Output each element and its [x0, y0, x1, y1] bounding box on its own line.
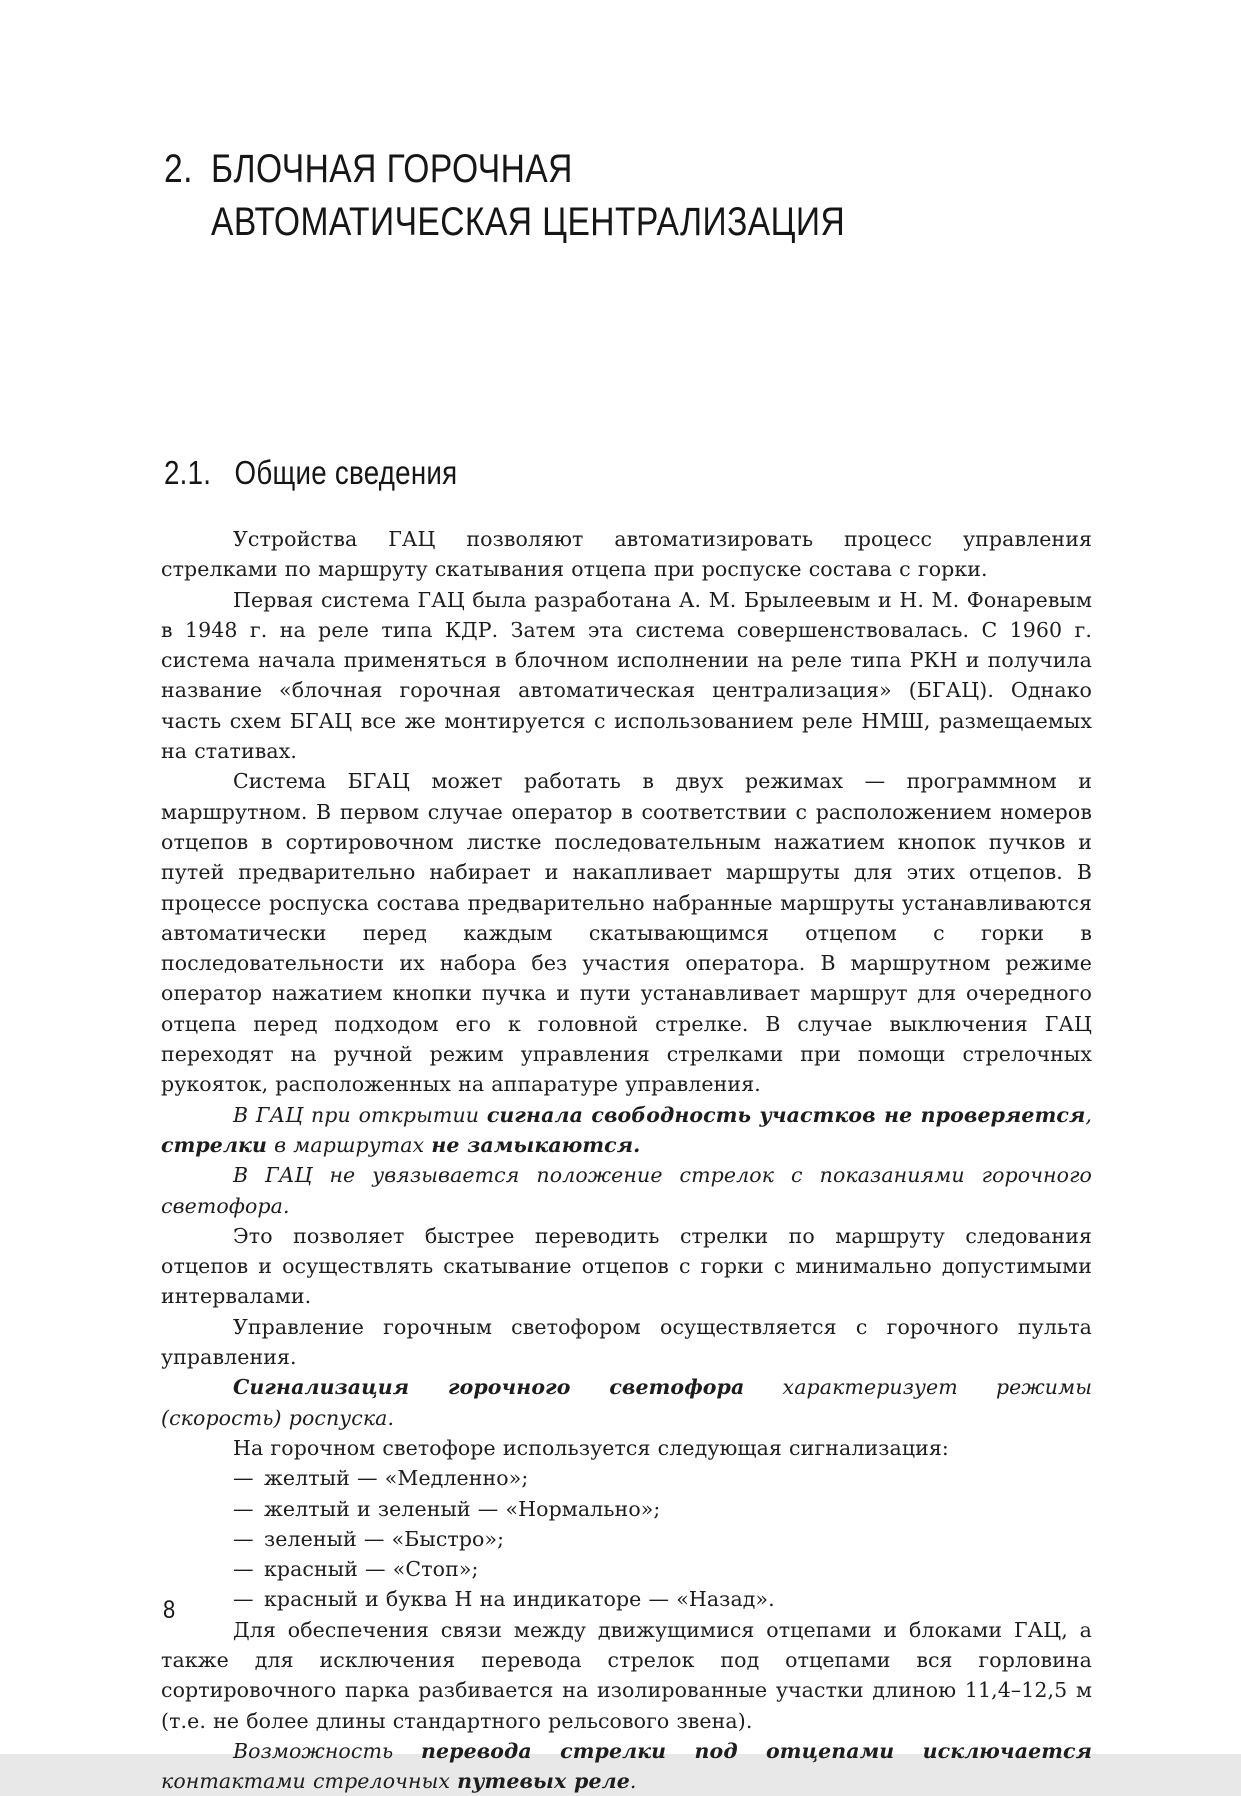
text-run: Устройства ГАЦ позволяют автоматизировать процесс управления стрелками по маршруту скатывания отцепа при роспуске состава с горки.: [161, 527, 1092, 582]
chapter-number: 2.: [164, 147, 193, 191]
section-number: 2.1.: [164, 454, 212, 491]
paragraph: [161, 1372, 1092, 1433]
section-title: Общие сведения: [234, 454, 458, 491]
text-run: путевых реле: [457, 1769, 630, 1794]
list-item: [161, 1463, 1092, 1493]
text-run: Это позволяет быстрее переводить стрелки по маршруту следования отцепов и осуществлять скатывание отцепов с горки с минимально допустимыми интервалами.: [161, 1223, 1092, 1309]
text-run: стрелки: [161, 1132, 268, 1157]
paragraph: [161, 1100, 1092, 1161]
text-run: На горочном светофоре используется следующая сигнализация:: [233, 1435, 949, 1460]
text-run: В ГАЦ не увязывается положение стрелок с показаниями горочного светофора.: [161, 1163, 1092, 1218]
chapter-title-line2: АВТОМАТИЧЕСКАЯ ЦЕНТРАЛИЗАЦИЯ: [211, 200, 846, 244]
text-run: Сигнализация горочного светофора: [233, 1375, 745, 1400]
paragraph: [161, 1160, 1092, 1221]
text-run: Возможность: [233, 1738, 421, 1763]
text-run: .: [629, 1769, 637, 1794]
text-run: ,: [1085, 1102, 1092, 1127]
chapter-heading: [164, 143, 975, 249]
text-run: перевода стрелки под отцепами исключается: [421, 1738, 1093, 1763]
paragraph: [161, 524, 1092, 585]
text-run: в маршрутах: [267, 1132, 432, 1157]
list-item: [161, 1494, 1092, 1524]
list-item: [161, 1524, 1092, 1554]
paragraph: [161, 1736, 1092, 1796]
paragraph: [161, 766, 1092, 1099]
text-run: — красный и буква Н на индикаторе — «Назад».: [233, 1587, 775, 1612]
text-run: сигнала свободность участков не проверяется: [486, 1102, 1086, 1127]
text-run: не замыкаются.: [431, 1132, 641, 1157]
text-run: контактами стрелочных: [161, 1769, 458, 1794]
text-run: Управление горочным светофором осуществляется с горочного пульта управления.: [161, 1314, 1092, 1370]
text-run: — красный — «Стоп»;: [233, 1557, 479, 1582]
text-run: — зеленый — «Быстро»;: [233, 1526, 505, 1551]
paragraph: [161, 1615, 1092, 1736]
chapter-title: [211, 143, 845, 249]
list-item: [161, 1584, 1092, 1614]
body-text: [161, 524, 1092, 1796]
section-heading: [164, 450, 513, 496]
paragraph: [161, 585, 1092, 767]
text-run: — желтый и зеленый — «Нормально»;: [233, 1496, 661, 1521]
chapter-title-line1: БЛОЧНАЯ ГОРОЧНАЯ: [211, 147, 573, 191]
text-run: Система БГАЦ может работать в двух режимах — программном и маршрутном. В первом случае оператор в соответствии с расположением номеров отцепов в сортировочном листке последовательным нажатием кнопок пучков и путей предварительно набирает и накапливает маршруты для этих отцепов. В процессе роспуска состава предварительно набранные маршруты устанавливаются автоматически перед каждым скатывающимся отцепом с горки в последовательности их набора без участия оператора. В маршрутном режиме оператор нажатием кнопки пучка и пути устанавливает маршрут для очередного отцепа перед подходом его к головной стрелке. В случае выключения ГАЦ переходят на ручной режим управления стрелками при помощи стрелочных рукояток, расположенных на аппаратуре управления.: [161, 769, 1092, 1097]
page-number: 8: [163, 1596, 176, 1624]
text-run: — желтый — «Медленно»;: [233, 1466, 529, 1491]
text-run: В ГАЦ при открытии: [233, 1102, 487, 1127]
list-item: [161, 1554, 1092, 1584]
text-run: Первая система ГАЦ была разработана А. М. Брылеевым и Н. М. Фонаревым в 1948 г. на реле типа КДР. Затем эта система совершенствовалась. С 1960 г. система начала применяться в блочном исполнении на реле типа РКН и получила название «блочная горочная автоматическая централизация» (БГАЦ). Однако часть схем БГАЦ все же монтируется с использованием реле НМШ, размещаемых на стативах.: [161, 587, 1092, 764]
text-run: характеризует режимы (скорость) роспуска.: [161, 1375, 1093, 1430]
text-run: Для обеспечения связи между движущимися отцепами и блоками ГАЦ, а также для исключения перевода стрелок под отцепами вся горловина сортировочного парка разбивается на изолированные участки длиною 11,4–12,5 м (т.е. не более длины стандартного рельсового звена).: [161, 1617, 1092, 1733]
paragraph: [161, 1433, 1092, 1463]
paragraph: [161, 1221, 1092, 1312]
paragraph: [161, 1312, 1092, 1373]
